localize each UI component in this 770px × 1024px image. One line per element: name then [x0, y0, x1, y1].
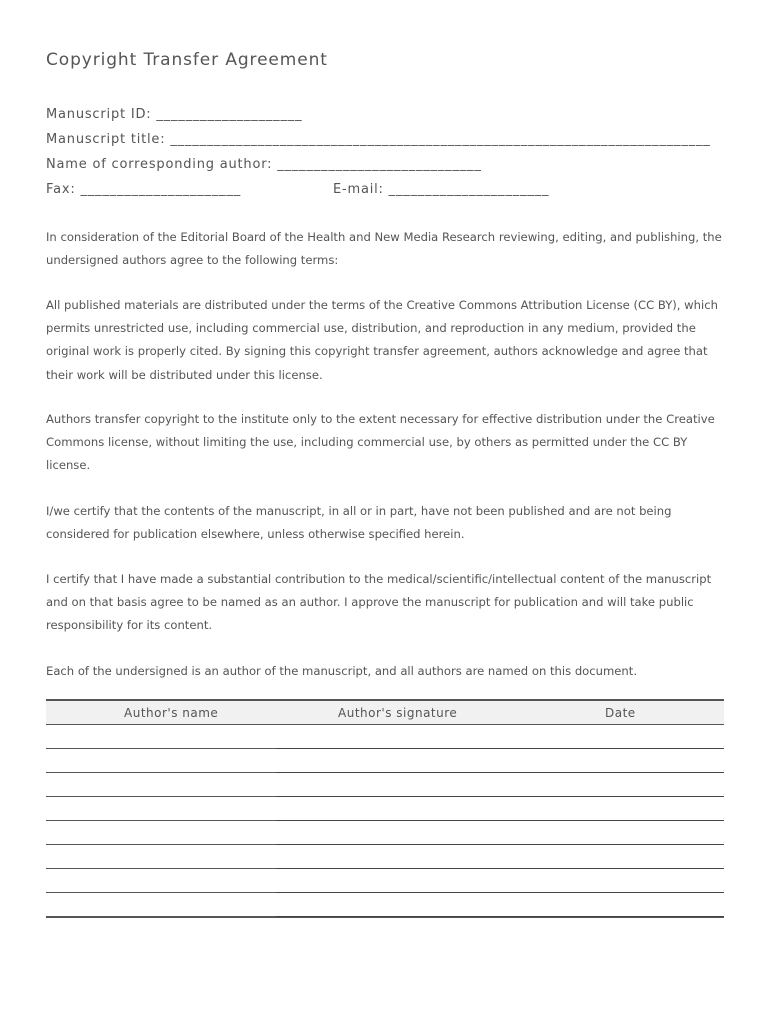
signature-table — [46, 699, 724, 918]
signature-row[interactable] — [46, 821, 724, 845]
manuscript-title-field[interactable]: Manuscript title: __________________________________________________________________________ — [46, 132, 711, 147]
header-author-name: Author's name — [124, 706, 219, 720]
paragraph-license: All published materials are distributed under the terms of the Creative Commons Attribution License (CC BY), which permits unrestricted use, including commercial use, distribution, and reproduction in any medium, provided the original work is properly cited. By signing this copyright transfer agreement, authors acknowledge and agree that their work will be distributed under this license. — [46, 298, 718, 382]
signature-table-header — [46, 701, 724, 725]
paragraph-certify-contribution: I certify that I have made a substantial contribution to the medical/scientific/intellectual content of the manuscript and on that basis agree to be named as an author. I approve the manuscript for publication and will take public responsibility for its content. — [46, 572, 712, 633]
document-title: Copyright Transfer Agreement — [46, 50, 328, 70]
signature-row[interactable] — [46, 845, 724, 869]
signature-row[interactable] — [46, 749, 724, 773]
header-date: Date — [605, 706, 636, 720]
email-field[interactable]: E-mail: ______________________ — [333, 182, 550, 197]
signature-row[interactable] — [46, 893, 724, 918]
paragraph-transfer: Authors transfer copyright to the institute only to the extent necessary for effective distribution under the Creative Commons license, without limiting the use, including commercial use, by others as permitted under the CC BY license. — [46, 412, 715, 473]
signature-row[interactable] — [46, 773, 724, 797]
signature-row[interactable] — [46, 725, 724, 749]
header-author-signature: Author's signature — [338, 706, 458, 720]
paragraph-authors-named: Each of the undersigned is an author of the manuscript, and all authors are named on this document. — [46, 664, 637, 678]
corresponding-author-field[interactable]: Name of corresponding author: ____________________________ — [46, 157, 482, 172]
paragraph-certify-unpublished: I/we certify that the contents of the manuscript, in all or in part, have not been published and are not being considered for publication elsewhere, unless otherwise specified herein. — [46, 504, 672, 542]
contact-fields — [46, 182, 550, 197]
signature-row[interactable] — [46, 797, 724, 821]
paragraph-consideration: In consideration of the Editorial Board of the Health and New Media Research reviewing, editing, and publishing, the undersigned authors agree to the following terms: — [46, 230, 722, 268]
signature-row[interactable] — [46, 869, 724, 893]
fax-field[interactable]: Fax: ______________________ — [46, 182, 242, 197]
manuscript-id-field[interactable]: Manuscript ID: ____________________ — [46, 107, 303, 122]
